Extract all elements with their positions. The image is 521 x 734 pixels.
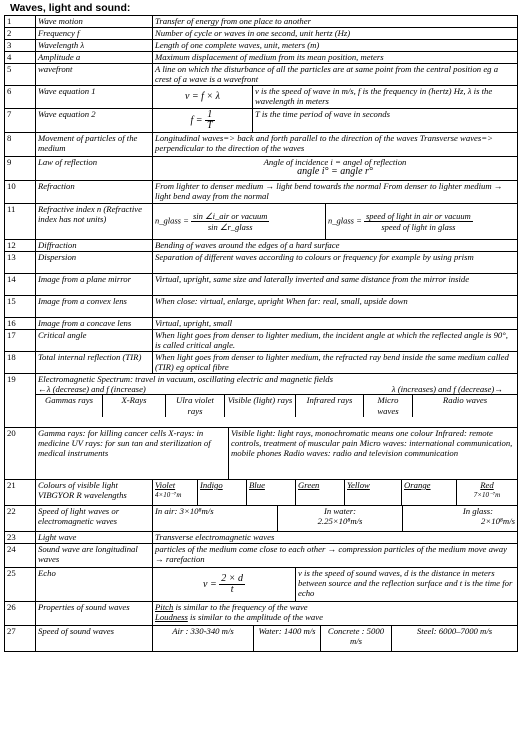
term-cell: Speed of light waves or electromagnetic waves [36,506,153,532]
refractive-formula-1 [153,204,326,239]
table-row [5,544,518,568]
term-cell: Image from a concave lens [36,318,153,330]
colour-indigo [198,480,247,505]
split-cell [153,204,518,240]
spectrum-band: Ulra violet rays [166,395,225,418]
spectrum-band: Micro waves [364,395,413,418]
numerator: 1 [205,110,215,121]
term-cell: Image from a convex lens [36,296,153,318]
spectrum-band: Visible (light) rays [225,395,296,418]
term-cell: Wave equation 1 [36,86,153,109]
formula-lhs: n_glass = [328,215,362,226]
definition-cell [153,157,518,181]
term-cell: Diffraction [36,240,153,252]
table-row [5,374,518,428]
definition-cell: When light goes from denser to lighter medium, the incident angle at which the reflected angle is 90°, is called critical angle. [153,330,518,352]
spectrum-heading: Electromagnetic Spectrum: travel in vacuum, oscillating electric and magnetic fields [38,374,333,384]
numerator: 2 × d [221,572,243,584]
table-row [5,568,518,602]
denominator: T [206,120,213,131]
definition-cell: Virtual, upright, small [153,318,518,330]
table-row [5,274,518,296]
table-row [5,318,518,330]
row-number: 19 [5,374,36,428]
denominator: speed of light in glass [381,222,456,232]
row-number: 20 [5,428,36,480]
uses-right: Visible light: light rays, monochromatic means one colour Infrared: remote controls, treatment of muscular pain Micro waves: international communication, mobile phones Radio waves: radio and television communication [229,428,518,479]
row-number: 13 [5,252,36,274]
term-cell: Frequency f [36,28,153,40]
colour-green [296,480,345,505]
row-number: 27 [5,626,36,652]
row-number: 21 [5,480,36,506]
colour-label: Violet [155,480,176,490]
frequency-formula [153,109,253,132]
spectrum-direction [36,384,517,394]
row-number: 17 [5,330,36,352]
table-row [5,109,518,133]
table-row [5,64,518,86]
definition-cell: A line on which the disturbance of all the particles are at same point from the central position eg a crest of a wave is a wavefront [153,64,518,86]
table-row [5,86,518,109]
glass-value: 2×10⁸m/s [481,516,515,527]
term-cell: Amplitude a [36,52,153,64]
definition-cell: T is the time period of wave in seconds [253,109,518,132]
uses-left: Gamma rays: for killing cancer cells X-rays: in medicine UV rays: for sun tan and sterilization of medical instruments [38,428,211,459]
definition-cell: v is the speed of sound waves, d is the distance in meters between source and the reflection surface and t is the time for echo [296,568,518,601]
definition-cell: Virtual, upright, same size and laterally inverted and same distance from the mirror inside [153,274,518,296]
refractive-formula-2 [326,204,518,239]
split-cell [153,109,518,133]
colour-label: Blue [249,480,265,490]
violet-wavelength: 4×10⁻⁷m [155,491,182,500]
waves-table [4,15,518,652]
row-number: 26 [5,602,36,626]
row-number: 4 [5,52,36,64]
speed-air: In air: 3×10⁸m/s [155,506,214,516]
table-row [5,52,518,64]
table-row [5,506,518,532]
row-number: 1 [5,16,36,28]
spectrum-band: Gammas rays [44,395,94,406]
pitch-word: Pitch [155,602,174,612]
fraction [364,211,473,232]
table-row [5,428,518,480]
definition-cell: When light goes from denser to lighter medium, the refracted ray bend inside the same medium called (TIR) eg optical fibre [153,352,518,374]
fraction [205,110,215,131]
loudness-word: Loudness [155,612,188,623]
colour-label: Red [480,480,494,490]
formula-lhs: v = [203,578,217,590]
row-number: 5 [5,64,36,86]
term-cell: Refractive index n (Refractive index has not units) [36,204,153,240]
colours-cell [153,480,518,506]
pitch-text: is similar to the frequency of the wave [175,602,308,612]
colour-label: Orange [404,480,431,490]
denominator: sin ∠r_glass [207,222,253,232]
term-cell: Movement of particles of the medium [36,133,153,157]
table-row [5,602,518,626]
page-title: Waves, light and sound: [10,2,131,14]
definition-cell: Transverse electromagnetic waves [153,532,518,544]
numerator: speed of light in air or vacuum [365,210,471,221]
formula-lhs: f = [190,114,203,126]
denominator: t [230,584,234,595]
sound-speed-cell [153,626,518,652]
definition-cell: Longitudinal waves=> back and forth parallel to the direction of the waves Transverse waves=> perpendicular to the direction of the waves [153,133,518,157]
row-number: 12 [5,240,36,252]
red-wavelength: 7×10⁻⁷m [473,491,501,500]
term-cell: Echo [36,568,153,602]
definition-cell: Length of one complete waves, unit, meters (m) [153,40,518,52]
water-value: 2.25×10⁸m/s [317,516,363,527]
split-cell [153,568,518,602]
table-row [5,532,518,544]
colour-orange [402,480,457,505]
loudness-line [155,612,515,622]
term-cell: Properties of sound waves [36,602,153,626]
row-number: 2 [5,28,36,40]
row-number: 18 [5,352,36,374]
term-cell: Dispersion [36,252,153,274]
definition-cell: Separation of different waves according to colours or frequency for example by using prism [153,252,518,274]
table-row [5,252,518,274]
table-row [5,133,518,157]
term-cell: Colours of visible light VIBGYOR R wavelengths [36,480,153,506]
row-number: 8 [5,133,36,157]
table-row [5,28,518,40]
row-number: 24 [5,544,36,568]
colour-yellow [345,480,402,505]
sound-speed-air: Air : 330-340 m/s [172,626,234,636]
spectrum-band: Infrared rays [296,395,364,418]
spectrum-band: X-Rays [103,395,166,418]
row-number: 15 [5,296,36,318]
fraction [219,574,245,595]
sound-speed-water: Water: 1400 m/s [254,626,321,651]
definition-cell: From lighter to denser medium → light bend towards the normal From denser to lighter medium → light bend away from the normal [153,181,518,204]
glass-label: In glass: [462,506,493,516]
colour-violet [153,480,198,505]
definition-cell: Bending of waves around the edges of a hard surface [153,240,518,252]
reflection-formula: angle i° = angle r° [297,166,373,178]
colour-label: Indigo [200,480,223,490]
table-row [5,296,518,318]
table-row [5,16,518,28]
row-number: 11 [5,204,36,240]
term-cell: Wave equation 2 [36,109,153,133]
spectrum-left-arrow: ←λ (decrease) and f (increase) [38,384,146,395]
definition-cell: Number of cycle or waves in one second, unit hertz (Hz) [153,28,518,40]
row-number: 6 [5,86,36,109]
numerator: sin ∠i_air or vacuum [192,210,268,221]
term-cell: Total internal reflection (TIR) [36,352,153,374]
term-cell: Speed of sound waves [36,626,153,652]
definition-cell: particles of the medium come close to each other → compression particles of the medium move away → rarefaction [153,544,518,568]
definition-cell: Transfer of energy from one place to another [153,16,518,28]
split-cell [153,86,518,109]
table-row [5,157,518,181]
definition-cell: Maximum displacement of medium from its mean position, meters [153,52,518,64]
definition-text: Angle of incidence i = angel of reflection [263,157,407,167]
term-cell: Image from a plane mirror [36,274,153,296]
speed-glass [403,506,518,531]
loudness-text: is similar to the amplitude of the wave [190,612,323,623]
table-row [5,181,518,204]
table-row [5,352,518,374]
light-speed-cell [153,506,518,532]
row-number: 10 [5,181,36,204]
row-number: 14 [5,274,36,296]
fraction [191,211,269,232]
wave-equation-formula: v = f × λ [184,90,221,102]
row-number: 7 [5,109,36,133]
term-cell: Wave motion [36,16,153,28]
spectrum-cell [36,374,518,428]
table-row [5,330,518,352]
row-number: 25 [5,568,36,602]
term-cell: Sound wave are longitudinal waves [36,544,153,568]
table-row [5,40,518,52]
term-cell: Light wave [36,532,153,544]
sound-speed-steel: Steel: 6000–7000 m/s [392,626,518,651]
spectrum-band: Radio waves [413,395,518,418]
colour-label: Green [298,480,320,490]
definition-cell [153,602,518,626]
table-row [5,240,518,252]
row-number: 3 [5,40,36,52]
colour-red [457,480,518,505]
uses-cell [36,428,518,480]
term-cell: Refraction [36,181,153,204]
table-row [5,204,518,240]
term-cell: Law of reflection [36,157,153,181]
definition-cell: v is the speed of wave in m/s, f is the frequency in (hertz) Hz, λ is the wavelength in meters [253,86,518,108]
term-cell: Critical angle [36,330,153,352]
row-number: 16 [5,318,36,330]
colour-label: Yellow [347,480,370,490]
spectrum-right-arrow: λ (increases) and f (decrease)→ [391,384,503,395]
colour-blue [247,480,296,505]
sound-speed-concrete: Concrete : 5000 m/s [321,626,392,651]
row-number: 23 [5,532,36,544]
pitch-line [155,602,515,612]
table-row [5,626,518,652]
water-label: In water: [323,506,357,516]
definition-cell: When close: virtual, enlarge, upright When far: real, small, upside down [153,296,518,318]
echo-formula [153,568,296,601]
formula-lhs: n_glass = [155,215,189,226]
speed-water [278,506,403,531]
table-row [5,480,518,506]
row-number: 9 [5,157,36,181]
term-cell: wavefront [36,64,153,86]
term-cell: Wavelength λ [36,40,153,52]
row-number: 22 [5,506,36,532]
